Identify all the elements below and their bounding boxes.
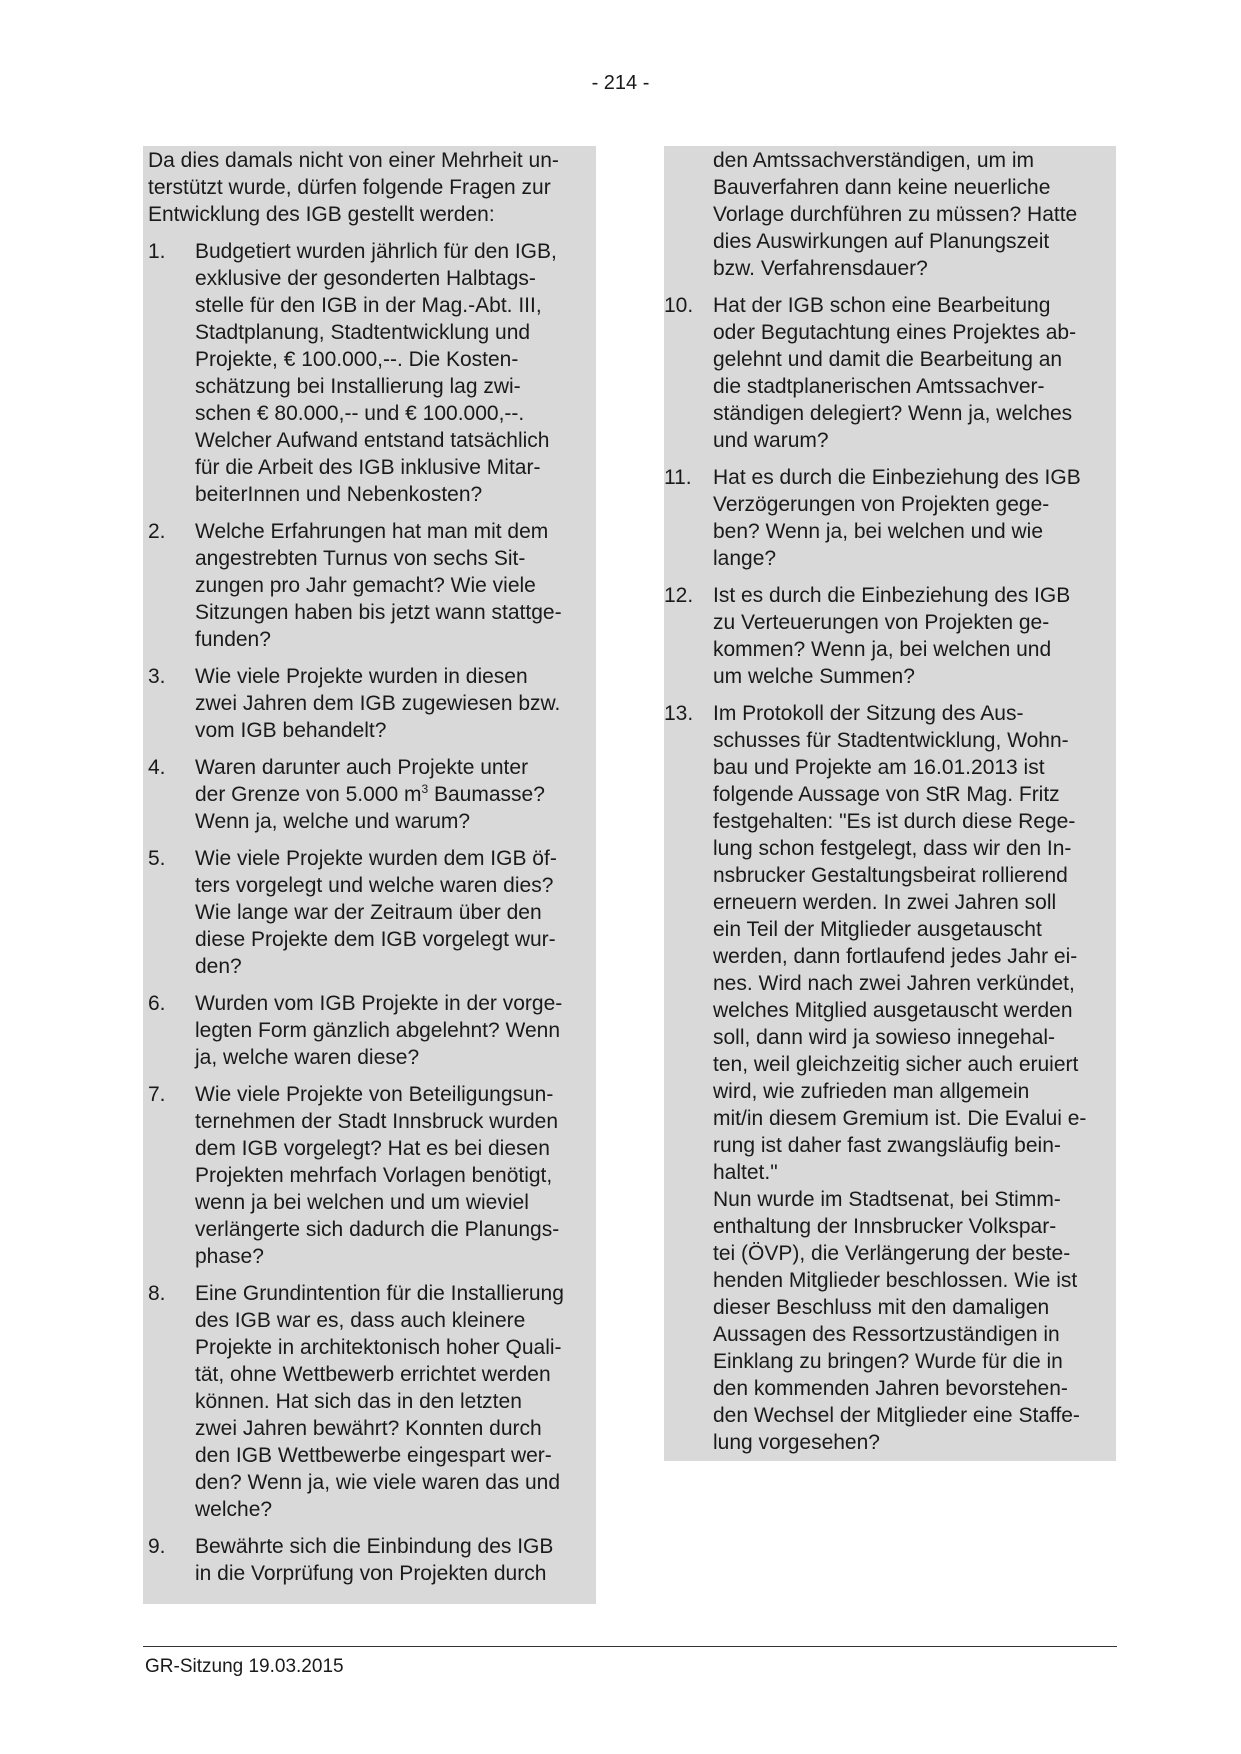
- text-line: Vorlage durchführen zu müssen? Hatte: [713, 203, 1078, 226]
- text-fragment: Baumasse?: [428, 783, 545, 806]
- question-number: 3.: [148, 665, 166, 688]
- question-6: [148, 990, 590, 1071]
- text-line: tät, ohne Wettbewerb errichtet werden: [195, 1363, 551, 1386]
- text-line: welche?: [195, 1498, 273, 1521]
- question-text: [195, 1280, 590, 1523]
- question-text: [713, 292, 1114, 454]
- text-line: den IGB Wettbewerbe eingespart wer-: [195, 1444, 552, 1467]
- text-line: folgende Aussage von StR Mag. Fritz: [713, 783, 1060, 806]
- text-line: lange?: [713, 547, 777, 570]
- text-line: Einklang zu bringen? Wurde für die in: [713, 1350, 1063, 1373]
- question-number: 7.: [148, 1083, 166, 1106]
- question-9: [148, 1533, 590, 1587]
- text-line: stelle für den IGB in der Mag.-Abt. III,: [195, 294, 542, 317]
- text-line: Im Protokoll der Sitzung des Aus-: [713, 702, 1024, 725]
- text-line: bzw. Verfahrensdauer?: [713, 257, 928, 280]
- text-line: nes. Wird nach zwei Jahren verkündet,: [713, 972, 1075, 995]
- text-line: wird, wie zufrieden man allgemein: [713, 1080, 1030, 1103]
- text-line: Welcher Aufwand entstand tatsächlich: [195, 429, 550, 452]
- text-line: Wie viele Projekte wurden in diesen: [195, 665, 528, 688]
- text-line: ternehmen der Stadt Innsbruck wurden: [195, 1110, 559, 1133]
- text-line: beiterInnen und Nebenkosten?: [195, 483, 483, 506]
- text-line: Bauverfahren dann keine neuerliche: [713, 176, 1051, 199]
- text-line: Wie viele Projekte von Beteiligungsun-: [195, 1083, 554, 1106]
- question-13: [664, 700, 1114, 1456]
- text-line: Nun wurde im Stadtsenat, bei Stimm-: [713, 1188, 1061, 1211]
- text-line: mit/in diesem Gremium ist. Die Evalui e-: [713, 1107, 1087, 1130]
- text-line: dies Auswirkungen auf Planungszeit: [713, 230, 1050, 253]
- question-text: [195, 238, 590, 508]
- text-line: Hat es durch die Einbeziehung des IGB: [713, 466, 1081, 489]
- page-number: - 214 -: [591, 72, 650, 94]
- text-line: des IGB war es, dass auch kleinere: [195, 1309, 526, 1332]
- question-text: [195, 1081, 590, 1270]
- text-line: lung schon festgelegt, dass wir den In-: [713, 837, 1072, 860]
- text-line: in die Vorprüfung von Projekten durch: [195, 1562, 547, 1585]
- text-line: diese Projekte dem IGB vorgelegt wur-: [195, 928, 556, 951]
- question-number: 4.: [148, 756, 166, 779]
- question-9-continuation: [664, 147, 1114, 282]
- question-text: [195, 663, 590, 744]
- question-1: [148, 238, 590, 508]
- text-line: für die Arbeit des IGB inklusive Mitar-: [195, 456, 541, 479]
- text-line: Waren darunter auch Projekte unter: [195, 756, 529, 779]
- text-line: Ist es durch die Einbeziehung des IGB: [713, 584, 1071, 607]
- text-line: können. Hat sich das in den letzten: [195, 1390, 522, 1413]
- intro-paragraph: [148, 147, 590, 228]
- text-line: festgehalten: "Es ist durch diese Rege-: [713, 810, 1076, 833]
- right-column: [664, 146, 1116, 1461]
- text-line: terstützt wurde, dürfen folgende Fragen zur: [148, 176, 551, 199]
- text-line: soll, dann wird ja sowieso innegehal-: [713, 1026, 1056, 1049]
- question-4: [148, 754, 590, 835]
- text-line: ständigen delegiert? Wenn ja, welches: [713, 402, 1073, 425]
- text-line: um welche Summen?: [713, 665, 915, 688]
- text-line: zungen pro Jahr gemacht? Wie viele: [195, 574, 536, 597]
- text-line: welches Mitglied ausgetauscht werden: [713, 999, 1073, 1022]
- text-line: Hat der IGB schon eine Bearbeitung: [713, 294, 1051, 317]
- text-line: den kommenden Jahren bevorstehen-: [713, 1377, 1068, 1400]
- text-line: Bewährte sich die Einbindung des IGB: [195, 1535, 554, 1558]
- question-2: [148, 518, 590, 653]
- question-7: [148, 1081, 590, 1270]
- text-line: schen € 80.000,-- und € 100.000,--.: [195, 402, 525, 425]
- text-line: Wie lange war der Zeitraum über den: [195, 901, 542, 924]
- text-line: dieser Beschluss mit den damaligen: [713, 1296, 1050, 1319]
- text-line: exklusive der gesonderten Halbtags-: [195, 267, 536, 290]
- text-line: angestrebten Turnus von sechs Sit-: [195, 547, 526, 570]
- question-number: 6.: [148, 992, 166, 1015]
- text-line: enthaltung der Innsbrucker Volkspar-: [713, 1215, 1057, 1238]
- text-line: oder Begutachtung eines Projektes ab-: [713, 321, 1077, 344]
- text-line: schusses für Stadtentwicklung, Wohn-: [713, 729, 1069, 752]
- text-line: zu Verteuerungen von Projekten ge-: [713, 611, 1050, 634]
- text-line: haltet.": [713, 1161, 778, 1184]
- text-line: Sitzungen haben bis jetzt wann stattge-: [195, 601, 562, 624]
- question-number: 12.: [664, 584, 694, 607]
- text-line: zwei Jahren dem IGB zugewiesen bzw.: [195, 692, 561, 715]
- question-number: 1.: [148, 240, 166, 263]
- footer-text: GR-Sitzung 19.03.2015: [145, 1656, 344, 1677]
- question-text: [195, 754, 590, 835]
- text-line: Aussagen des Ressortzuständigen in: [713, 1323, 1060, 1346]
- text-line: Projekte, € 100.000,--. Die Kosten-: [195, 348, 519, 371]
- question-text: [195, 845, 590, 980]
- text-line: den Wechsel der Mitglieder eine Staffe-: [713, 1404, 1080, 1427]
- text-line: ja, welche waren diese?: [195, 1046, 420, 1069]
- text-line: werden, dann fortlaufend jedes Jahr ei-: [713, 945, 1078, 968]
- text-line: schätzung bei Installierung lag zwi-: [195, 375, 521, 398]
- text-line: Entwicklung des IGB gestellt werden:: [148, 203, 495, 226]
- question-5: [148, 845, 590, 980]
- question-number: 9.: [148, 1535, 166, 1558]
- text-line: funden?: [195, 628, 271, 651]
- text-line: phase?: [195, 1245, 264, 1268]
- text-line: den Amtssachverständigen, um im: [713, 149, 1034, 172]
- text-line: ben? Wenn ja, bei welchen und wie: [713, 520, 1044, 543]
- text-line: und warum?: [713, 429, 829, 452]
- question-number: 8.: [148, 1282, 166, 1305]
- text-line: den? Wenn ja, wie viele waren das und: [195, 1471, 561, 1494]
- left-column: [143, 146, 596, 1604]
- question-text: [195, 1533, 590, 1587]
- text-line: verlängerte sich dadurch die Planungs-: [195, 1218, 560, 1241]
- question-text: [195, 990, 590, 1071]
- question-number: 13.: [664, 702, 694, 725]
- text-line: Eine Grundintention für die Installierung: [195, 1282, 564, 1305]
- text-line: Da dies damals nicht von einer Mehrheit un-: [148, 149, 559, 172]
- text-line: gelehnt und damit die Bearbeitung an: [713, 348, 1063, 371]
- question-8: [148, 1280, 590, 1523]
- question-12: [664, 582, 1114, 690]
- text-line: ters vorgelegt und welche waren dies?: [195, 874, 554, 897]
- text-line: Projekte in architektonisch hoher Quali-: [195, 1336, 562, 1359]
- question-10: [664, 292, 1114, 454]
- text-line: kommen? Wenn ja, bei welchen und: [713, 638, 1052, 661]
- question-number: 5.: [148, 847, 166, 870]
- text-line: lung vorgesehen?: [713, 1431, 880, 1454]
- text-line: ein Teil der Mitglieder ausgetauscht: [713, 918, 1042, 941]
- question-text: [195, 518, 590, 653]
- question-number: 10.: [664, 294, 694, 317]
- text-line: bau und Projekte am 16.01.2013 ist: [713, 756, 1045, 779]
- text-fragment: der Grenze von 5.000 m: [195, 783, 422, 806]
- text-line: wenn ja bei welchen und um wieviel: [195, 1191, 529, 1214]
- text-line: den?: [195, 955, 242, 978]
- question-number: 2.: [148, 520, 166, 543]
- text-line: henden Mitglieder beschlossen. Wie ist: [713, 1269, 1078, 1292]
- superscript: 3: [421, 782, 429, 796]
- text-line: rung ist daher fast zwangsläufig bein-: [713, 1134, 1061, 1157]
- text-line: Wenn ja, welche und warum?: [195, 810, 471, 833]
- question-text: [713, 700, 1114, 1456]
- text-line: Budgetiert wurden jährlich für den IGB,: [195, 240, 557, 263]
- text-line: tei (ÖVP), die Verlängerung der beste-: [713, 1242, 1071, 1265]
- question-text: [713, 464, 1114, 572]
- text-line: dem IGB vorgelegt? Hat es bei diesen: [195, 1137, 550, 1160]
- text-line: Wurden vom IGB Projekte in der vorge-: [195, 992, 563, 1015]
- text-line: erneuern werden. In zwei Jahren soll: [713, 891, 1057, 914]
- text-line: nsbrucker Gestaltungsbeirat rollierend: [713, 864, 1068, 887]
- text-line: legten Form gänzlich abgelehnt? Wenn: [195, 1019, 561, 1042]
- question-text: [713, 582, 1114, 690]
- text-line: vom IGB behandelt?: [195, 719, 387, 742]
- text-line: zwei Jahren bewährt? Konnten durch: [195, 1417, 542, 1440]
- footer-divider: [143, 1646, 1117, 1647]
- question-3: [148, 663, 590, 744]
- text-line: Verzögerungen von Projekten gege-: [713, 493, 1050, 516]
- text-line: Welche Erfahrungen hat man mit dem: [195, 520, 549, 543]
- text-line: ten, weil gleichzeitig sicher auch eruiert: [713, 1053, 1079, 1076]
- text-line: Projekten mehrfach Vorlagen benötigt,: [195, 1164, 553, 1187]
- text-line: Stadtplanung, Stadtentwicklung und: [195, 321, 531, 344]
- text-line: Wie viele Projekte wurden dem IGB öf-: [195, 847, 557, 870]
- text-line: [195, 781, 590, 808]
- text-line: die stadtplanerischen Amtssachver-: [713, 375, 1045, 398]
- question-number: 11.: [664, 466, 692, 489]
- question-11: [664, 464, 1114, 572]
